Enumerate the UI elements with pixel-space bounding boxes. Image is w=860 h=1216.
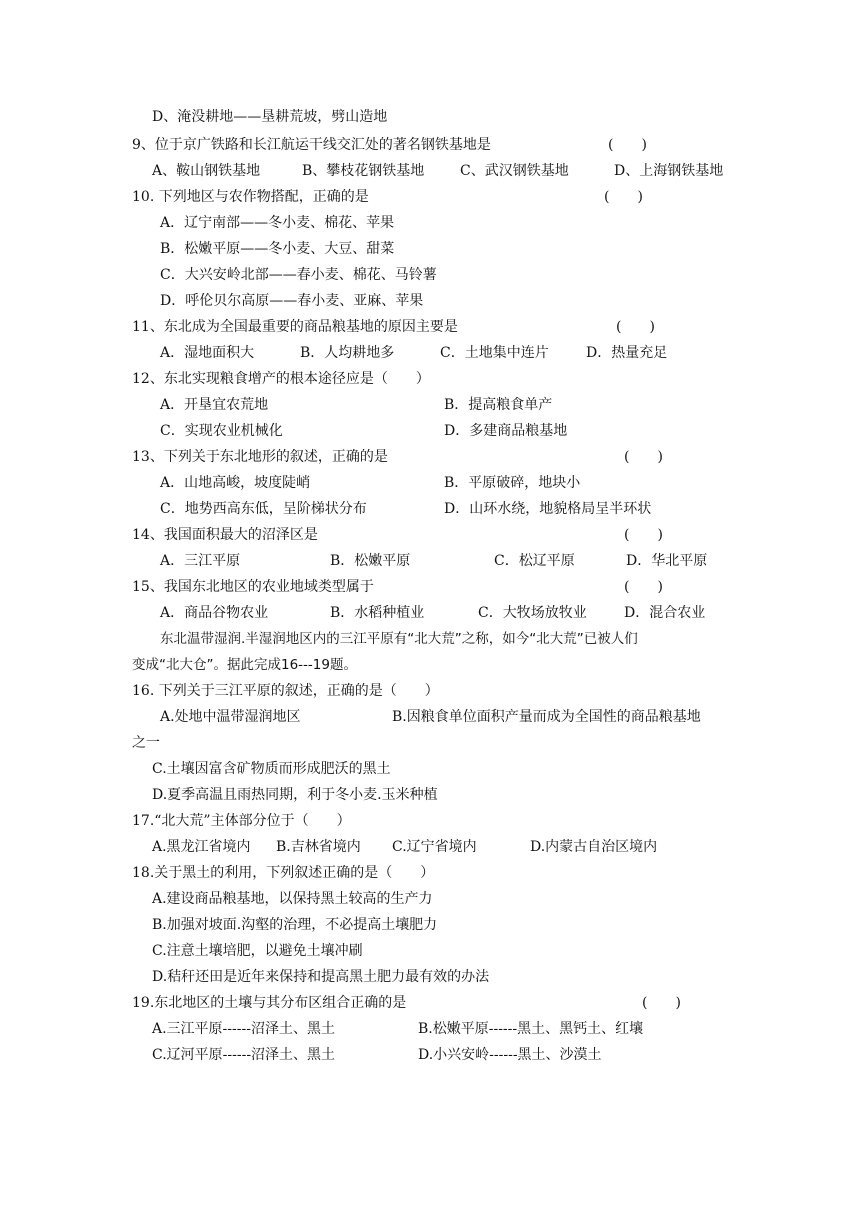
q14-option-a: A．三江平原 <box>160 553 241 569</box>
q14-stem: 14、我国面积最大的沼泽区是 <box>132 527 318 543</box>
passage-line-1: 东北温带湿润.半湿润地区内的三江平原有“北大荒”之称，如今“北大荒”已被人们 <box>160 631 638 647</box>
q16-option-b-cont: 之一 <box>132 735 160 751</box>
passage-line-2: 变成“北大仓”。据此完成16---19题。 <box>132 657 357 673</box>
q10-option-a: A．辽宁南部——冬小麦、棉花、苹果 <box>160 215 395 231</box>
q19-option-b: B.松嫩平原------黑土、黑钙土、红壤 <box>418 1021 644 1037</box>
q18-option-b: B.加强对坡面.沟壑的治理，不必提高土壤肥力 <box>152 917 438 933</box>
q13-option-b: B．平原破碎，地块小 <box>444 475 581 491</box>
q12-option-a: A．开垦宜农荒地 <box>160 397 269 413</box>
q9-option-c: C、武汉钢铁基地 <box>460 163 569 179</box>
q11-option-c: C．土地集中连片 <box>440 345 549 361</box>
q15-option-c: C．大牧场放牧业 <box>478 605 587 621</box>
q14-option-d: D．华北平原 <box>626 553 708 569</box>
q17-option-b: B.吉林省境内 <box>276 839 361 855</box>
q13-option-d: D．山环水绕，地貌格局呈半环状 <box>444 501 652 517</box>
q15-stem: 15、我国东北地区的农业地域类型属于 <box>132 579 374 595</box>
q11-option-a: A．湿地面积大 <box>160 345 255 361</box>
q16-option-c: C.土壤因富含矿物质而形成肥沃的黑土 <box>152 761 391 777</box>
q12-option-b: B．提高粮食单产 <box>444 397 553 413</box>
q13-stem: 13、下列关于东北地形的叙述，正确的是 <box>132 449 388 465</box>
q15-option-a: A．商品谷物农业 <box>160 605 269 621</box>
q17-stem: 17.“北大荒”主体部分位于（ ） <box>132 813 351 829</box>
q12-option-d: D．多建商品粮基地 <box>444 423 568 439</box>
q9-option-d: D、上海钢铁基地 <box>614 163 724 179</box>
q9-option-b: B、攀枝花钢铁基地 <box>302 163 425 179</box>
q19-stem: 19.东北地区的土壤与其分布区组合正确的是 <box>132 995 407 1011</box>
q12-option-c: C．实现农业机械化 <box>160 423 283 439</box>
q13-option-c: C．地势西高东低，呈阶梯状分布 <box>160 501 367 517</box>
q9-answer-paren: ( ) <box>608 137 647 153</box>
q13-option-a: A．山地高峻，坡度陡峭 <box>160 475 311 491</box>
q15-option-b: B．水稻种植业 <box>330 605 425 621</box>
q13-answer-paren: ( ) <box>624 449 663 465</box>
q15-option-d: D．混合农业 <box>624 605 706 621</box>
q10-answer-paren: ( ) <box>604 189 643 205</box>
q10-stem: 10. 下列地区与农作物搭配，正确的是 <box>132 189 369 205</box>
q11-answer-paren: ( ) <box>616 319 655 335</box>
q10-option-d: D．呼伦贝尔高原——春小麦、亚麻、苹果 <box>160 293 424 309</box>
q8-option-d: D、淹没耕地——垦耕荒坡，劈山造地 <box>152 109 388 125</box>
q16-stem: 16. 下列关于三江平原的叙述，正确的是（ ） <box>132 683 439 699</box>
q11-option-b: B．人均耕地多 <box>300 345 395 361</box>
q17-option-c: C.辽宁省境内 <box>392 839 477 855</box>
q19-option-a: A.三江平原------沼泽土、黑土 <box>152 1021 335 1037</box>
q18-option-d: D.秸秆还田是近年来保持和提高黑土肥力最有效的办法 <box>152 969 490 985</box>
q18-option-a: A.建设商品粮基地，以保持黑土较高的生产力 <box>152 891 433 907</box>
q16-option-a: A.处地中温带湿润地区 <box>160 709 301 725</box>
q18-option-c: C.注意土壤培肥，以避免土壤冲刷 <box>152 943 363 959</box>
q19-answer-paren: ( ) <box>642 995 681 1011</box>
q14-option-c: C．松辽平原 <box>494 553 575 569</box>
q10-option-c: C．大兴安岭北部——春小麦、棉花、马铃薯 <box>160 267 437 283</box>
q14-answer-paren: ( ) <box>624 527 663 543</box>
q19-option-c: C.辽河平原------沼泽土、黑土 <box>152 1047 336 1063</box>
q16-option-d: D.夏季高温且雨热同期，利于冬小麦.玉米种植 <box>152 787 438 803</box>
q9-option-a: A、鞍山钢铁基地 <box>152 163 261 179</box>
q10-option-b: B．松嫩平原——冬小麦、大豆、甜菜 <box>160 241 395 257</box>
q16-option-b: B.因粮食单位面积产量而成为全国性的商品粮基地 <box>392 709 701 725</box>
q14-option-b: B．松嫩平原 <box>330 553 411 569</box>
q15-answer-paren: ( ) <box>624 579 663 595</box>
q19-option-d: D.小兴安岭------黑土、沙漠土 <box>418 1047 602 1063</box>
q17-option-a: A.黑龙江省境内 <box>152 839 251 855</box>
q18-stem: 18.关于黑土的利用，下列叙述正确的是（ ） <box>132 865 435 881</box>
q11-option-d: D．热量充足 <box>586 345 668 361</box>
q9-stem: 9、位于京广铁路和长江航运干线交汇处的著名钢铁基地是 <box>132 137 491 153</box>
q17-option-d: D.内蒙古自治区境内 <box>530 839 658 855</box>
q11-stem: 11、东北成为全国最重要的商品粮基地的原因主要是 <box>132 319 458 335</box>
q12-stem: 12、东北实现粮食增产的根本途径应是（ ） <box>132 371 430 387</box>
